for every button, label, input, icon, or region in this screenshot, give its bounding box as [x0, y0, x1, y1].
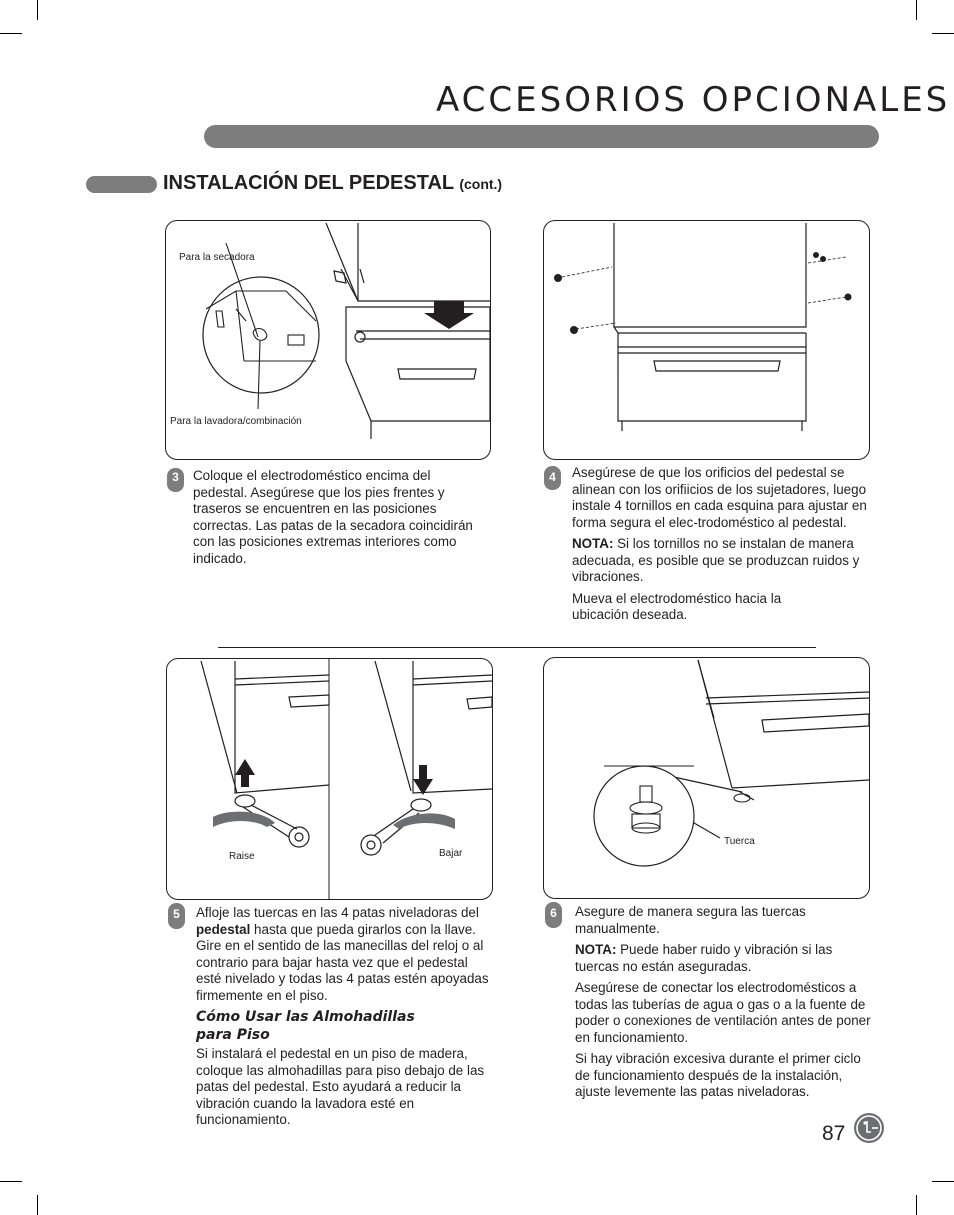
- note-text: Puede haber ruido y vibración si las tuercas no están aseguradas.: [575, 942, 833, 974]
- figure-label-nut: Tuerca: [724, 836, 755, 847]
- title-bar: [204, 125, 879, 148]
- nut-tightening-illustration: [544, 658, 869, 898]
- step-6-paragraph-3: Si hay vibración excesiva durante el primer ciclo de funcionamiento después de la instalación, ajuste levemente las patas niveladoras.: [575, 1051, 861, 1099]
- lg-logo-icon: [854, 1113, 884, 1143]
- step-5-paragraph: [196, 905, 492, 1004]
- step-4-note: [572, 536, 868, 586]
- figure-label-dryer: Para la secadora: [179, 252, 255, 263]
- step-3-text: Coloque el electrodoméstico encima del pedestal. Asegúrese que los pies frentes y traseros se encuentren en las posiciones correctas. Las patas de la secadora coincidirán con las posiciones extremas interiores como indicado.: [193, 468, 473, 566]
- crop-mark: [916, 0, 917, 20]
- figure-step-6: [543, 657, 870, 899]
- step-5-text-b: hasta que pueda girarlos con la llave. Gire en el sentido de las manecillas del reloj o al contrario para bajar hasta vez que el pedestal esté nivelado y todas las 4 patas estén apoyadas firmemente en el piso.: [196, 921, 489, 1003]
- step-5-text-a: Afloje las tuercas en las 4 patas niveladoras del: [196, 905, 479, 920]
- note-label: NOTA:: [572, 536, 614, 551]
- section-divider: [218, 647, 816, 648]
- lg-logo: [854, 1113, 884, 1143]
- step-number-3: 3: [167, 468, 184, 492]
- floor-pads-heading-line-1: Cómo Usar las Almohadillas: [196, 1009, 415, 1025]
- page-number: 87: [822, 1122, 846, 1145]
- crop-mark: [932, 33, 954, 34]
- step-number-4: 4: [544, 466, 561, 490]
- figure-label-lower: Bajar: [439, 848, 463, 859]
- section-pill: [86, 176, 157, 193]
- crop-mark: [0, 33, 22, 34]
- crop-mark: [37, 1195, 38, 1215]
- figure-step-4: [543, 220, 870, 460]
- step-4-text: [572, 465, 868, 629]
- step-number-5: 5: [168, 903, 185, 929]
- step-6-note: [575, 942, 871, 975]
- crop-mark: [0, 1181, 22, 1182]
- step-4-extra: Mueva el electrodoméstico hacia la ubicación deseada.: [572, 590, 782, 622]
- step-number-6: 6: [545, 902, 562, 928]
- screw-installation-illustration: [544, 221, 869, 459]
- section-title: [163, 172, 502, 195]
- step-6-paragraph: Asegure de manera segura las tuercas manualmente.: [575, 904, 806, 936]
- section-title-text: INSTALACIÓN DEL PEDESTAL: [163, 172, 454, 194]
- step-4-paragraph: Asegúrese de que los orificios del pedestal se alinean con los orifiicios de los sujetadores, luego instale 4 tornillos en cada esquina para ajustar en forma segura el elec-trodoméstico al pedestal.: [572, 465, 867, 530]
- page-title: ACCESORIOS OPCIONALES: [436, 80, 951, 120]
- floor-pads-heading: [196, 1008, 492, 1044]
- step-5-text: [196, 905, 492, 1134]
- crop-mark: [932, 1181, 954, 1182]
- figure-step-5: [166, 658, 493, 900]
- step-5-bold: pedestal: [196, 921, 251, 937]
- crop-mark: [916, 1195, 917, 1215]
- leveling-legs-illustration: [167, 659, 492, 899]
- section-title-suffix: (cont.): [459, 176, 503, 192]
- crop-mark: [37, 0, 38, 20]
- figure-label-washer: Para la lavadora/combinación: [170, 416, 302, 427]
- floor-pads-heading-line-2: para Piso: [196, 1027, 270, 1043]
- step-6-paragraph-2: Asegúrese de conectar los electrodomésticos a todas las tuberías de agua o gas o a la fuente de poder o conexiones de ventilación antes de poner en funcionamiento.: [575, 980, 871, 1045]
- figure-step-3: [165, 220, 491, 460]
- note-text: Si los tornillos no se instalan de manera adecuada, es posible que se produzcan ruidos y vibraciones.: [572, 536, 860, 584]
- note-label: NOTA:: [575, 942, 617, 957]
- figure-label-raise: Raise: [229, 851, 255, 862]
- step-6-text: [575, 904, 871, 1106]
- floor-pads-text: Si instalará el pedestal en un piso de madera, coloque las almohadillas para piso debajo de las patas del pedestal. Esto ayudará a reducir la vibración cuando la lavadora esté en funcionamiento.: [196, 1046, 485, 1127]
